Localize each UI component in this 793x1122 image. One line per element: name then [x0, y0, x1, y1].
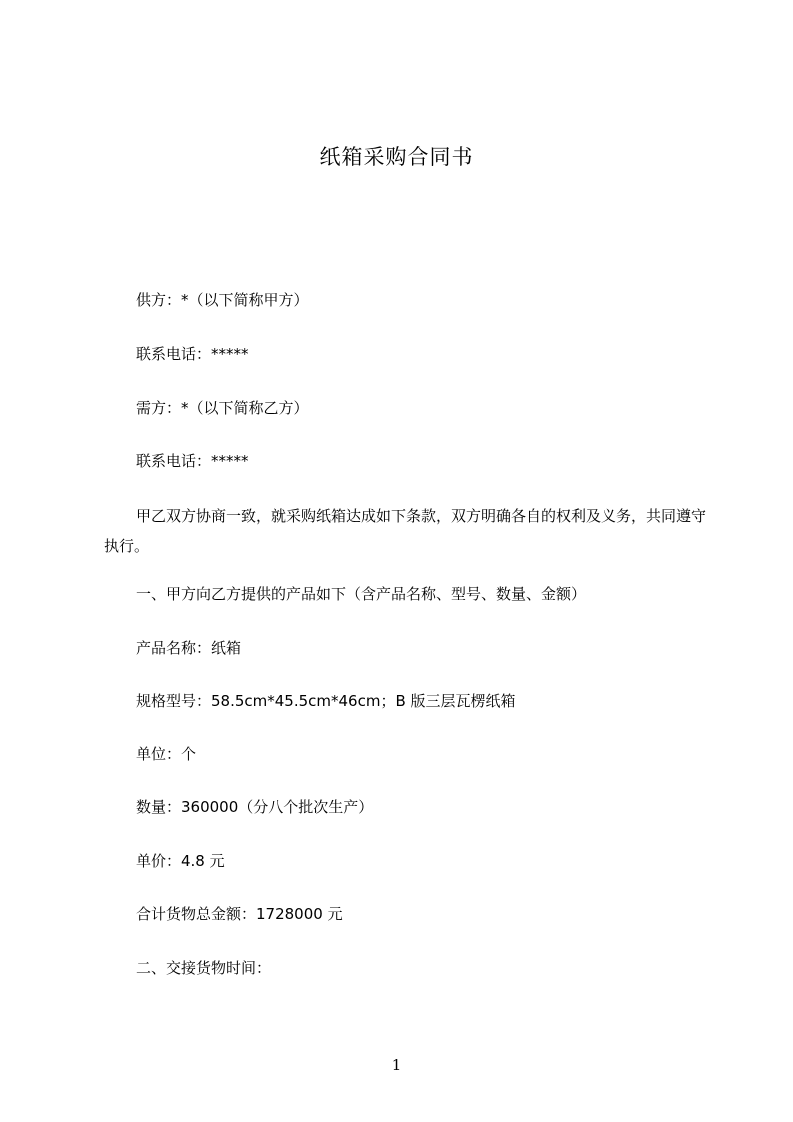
- supplier-phone-line: 联系电话：*****: [136, 345, 249, 363]
- intro-paragraph: 甲乙双方协商一致，就采购纸箱达成如下条款，双方明确各自的权利及义务，共同遵守执行。: [104, 507, 707, 555]
- buyer-line: 需方：*（以下简称乙方）: [136, 399, 309, 417]
- quantity-line: 数量：360000（分八个批次生产）: [136, 798, 374, 816]
- section-2-heading: 二、交接货物时间：: [136, 959, 272, 977]
- spec-line: 规格型号：58.5cm*45.5cm*46cm；B 版三层瓦楞纸箱: [136, 692, 516, 710]
- buyer-phone-line: 联系电话：*****: [136, 452, 249, 470]
- supplier-line: 供方：*（以下简称甲方）: [136, 291, 309, 309]
- unit-price-line: 单价：4.8 元: [136, 852, 225, 870]
- product-name-line: 产品名称：纸箱: [136, 639, 242, 657]
- page-number: 1: [391, 1056, 402, 1074]
- total-amount-line: 合计货物总金额：1728000 元: [136, 905, 343, 923]
- unit-line: 单位：个: [136, 745, 197, 763]
- document-title: 纸箱采购合同书: [319, 145, 474, 169]
- section-1-heading: 一、甲方向乙方提供的产品如下（含产品名称、型号、数量、金额）: [136, 585, 587, 603]
